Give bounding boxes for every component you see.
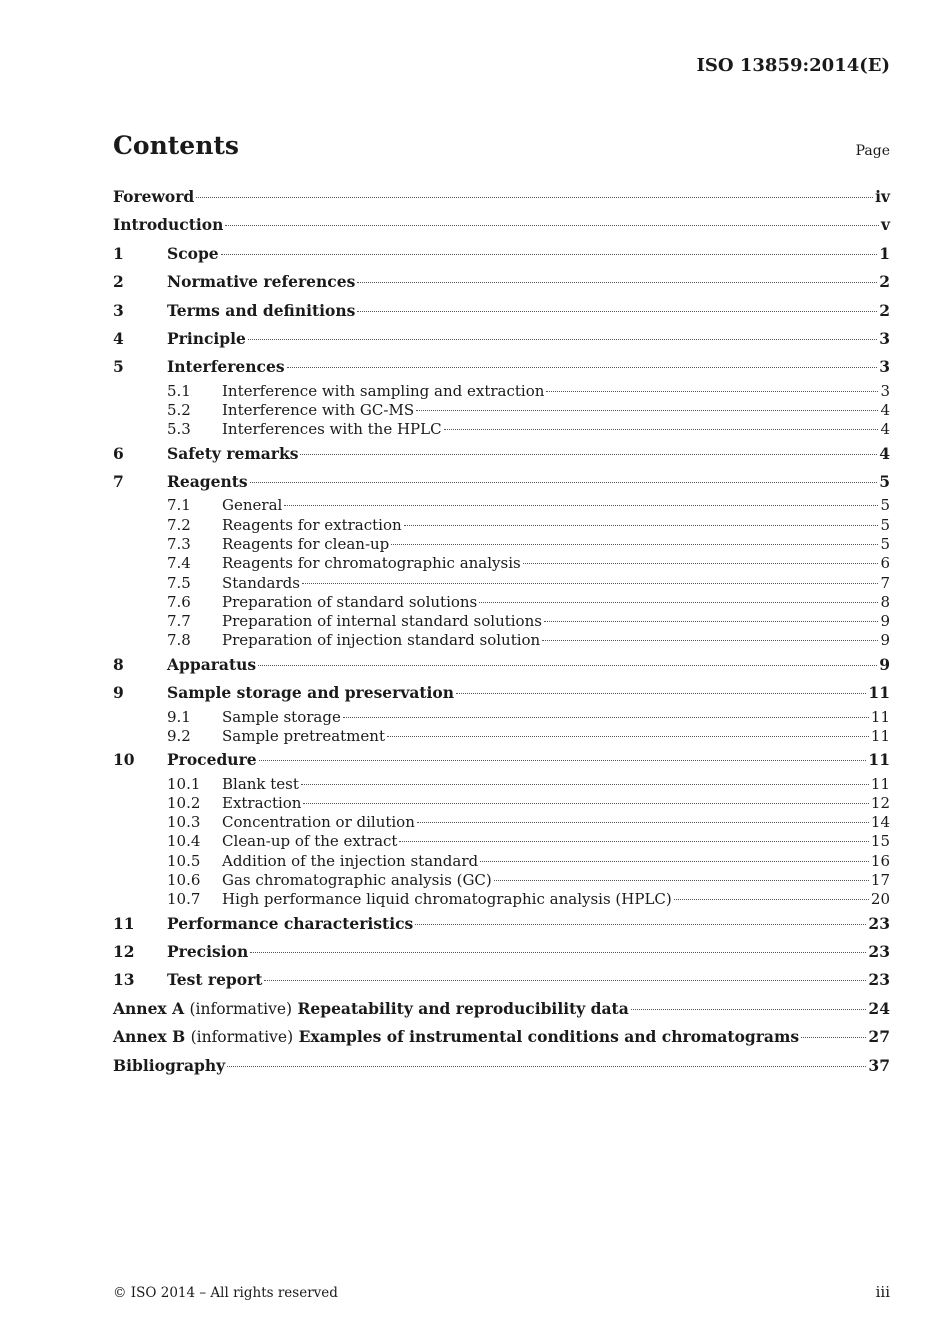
toc-entry-page: 6: [880, 554, 890, 573]
toc-entry-page: 23: [868, 970, 890, 990]
toc-entry-title: Test report: [167, 970, 263, 990]
toc-entry-number: 10.4: [167, 832, 201, 851]
dot-leader: [300, 454, 877, 455]
toc-entry[interactable]: [113, 554, 890, 573]
toc-entry-number: 10.5: [167, 851, 201, 870]
dot-leader: [479, 602, 878, 603]
document-id: ISO 13859:2014(E): [696, 55, 890, 76]
toc-entry[interactable]: [113, 1023, 890, 1051]
toc-entry-title: Interference with sampling and extraction: [222, 381, 545, 400]
toc-entry[interactable]: [113, 516, 890, 535]
toc-entry-number: 9.1: [167, 707, 191, 726]
toc-entry-page: v: [880, 215, 890, 235]
toc-entry-title: Foreword: [113, 187, 195, 206]
dot-leader: [399, 841, 868, 842]
dot-leader: [248, 339, 877, 340]
toc-entry-title: Bibliography: [113, 1055, 226, 1075]
toc-entry-title: Reagents for clean-up: [222, 535, 390, 553]
toc-entry-number: 6: [113, 443, 124, 463]
toc-entry-number: 7: [113, 472, 124, 492]
toc-entry-page: 11: [868, 683, 890, 703]
toc-entry-title: Apparatus: [167, 654, 257, 674]
toc-entry[interactable]: [113, 679, 890, 707]
toc-entry-number: 1: [113, 243, 124, 263]
toc-entry[interactable]: [113, 440, 890, 468]
dot-leader: [301, 784, 869, 785]
toc-entry-number: 9: [113, 683, 124, 703]
dot-leader: [264, 980, 866, 981]
toc-entry-page: 11: [870, 726, 890, 745]
toc-entry-title: Concentration or dilution: [222, 813, 415, 832]
toc-entry[interactable]: [113, 353, 890, 381]
toc-entry-number: 5: [113, 357, 124, 377]
toc-entry[interactable]: [113, 775, 890, 794]
toc-entry-page: 20: [870, 890, 890, 909]
toc-entry-number: 4: [113, 328, 124, 348]
toc-entry-title: Introduction: [113, 215, 224, 235]
dot-leader: [546, 391, 878, 392]
dot-leader: [480, 861, 869, 862]
toc-entry[interactable]: [113, 813, 890, 832]
toc-entry-page: 7: [880, 573, 890, 592]
toc-entry-page: 16: [870, 851, 890, 870]
toc-entry-title: Standards: [222, 573, 300, 592]
dot-leader: [631, 1009, 867, 1010]
dot-leader: [284, 505, 878, 506]
dot-leader: [250, 482, 878, 483]
toc-entry-page: 5: [880, 515, 890, 534]
toc-entry[interactable]: [113, 211, 890, 239]
toc-entry[interactable]: [113, 420, 890, 439]
toc-entry-title: Sample pretreatment: [222, 726, 385, 745]
dot-leader: [544, 621, 879, 622]
dot-leader: [387, 736, 869, 737]
dot-leader: [303, 803, 868, 804]
toc-entry[interactable]: [113, 240, 890, 268]
toc-entry-number: 8: [113, 654, 124, 674]
dot-leader: [259, 760, 867, 761]
toc-entry[interactable]: [113, 535, 890, 554]
toc-entry-page: 37: [868, 1055, 890, 1075]
toc-entry-number: 5.1: [167, 381, 191, 400]
toc-entry-number: 10.7: [167, 890, 201, 909]
toc-entry-page: 1: [879, 243, 890, 263]
toc-entry-page: 4: [880, 420, 890, 439]
toc-entry-page: 9: [880, 612, 890, 631]
dot-leader: [196, 197, 873, 198]
toc-entry-page: 27: [868, 1027, 890, 1047]
toc-entry-page: 23: [868, 942, 890, 962]
toc-entry[interactable]: [113, 297, 890, 325]
toc-entry-title: Preparation of standard solutions: [222, 592, 478, 611]
toc-entry-page: 14: [870, 813, 890, 832]
toc-entry-title: Preparation of injection standard solution: [222, 631, 541, 650]
dot-leader: [250, 952, 866, 953]
toc-entry-title: Scope: [167, 243, 219, 263]
toc-entry-title: [113, 995, 629, 1023]
toc-entry-title: Preparation of internal standard solutions: [222, 612, 542, 631]
toc-entry-number: 7.4: [167, 554, 191, 573]
toc-entry-page: iv: [875, 187, 890, 206]
dot-leader: [542, 640, 878, 641]
toc-entry-number: 2: [113, 272, 124, 292]
toc-entry-page: 3: [879, 357, 890, 377]
toc-entry[interactable]: [113, 794, 890, 813]
toc-entry-page: 23: [868, 913, 890, 933]
toc-entry-page: 9: [880, 631, 890, 650]
toc-entry-title: Gas chromatographic analysis (GC): [222, 871, 492, 890]
page-column-label: Page: [855, 143, 890, 159]
toc-entry-title: Interference with GC-MS: [222, 401, 415, 420]
toc-entry-page: 24: [868, 998, 890, 1018]
footer-page-number: iii: [875, 1283, 890, 1301]
toc-entry[interactable]: [113, 593, 890, 612]
toc-entry-title: Terms and definitions: [167, 300, 356, 320]
dot-leader: [456, 693, 866, 694]
toc-entry-number: 7.8: [167, 631, 191, 650]
toc-entry-title: Reagents for chromatographic analysis: [222, 554, 521, 573]
dot-leader: [801, 1037, 866, 1038]
dot-leader: [225, 225, 879, 226]
toc-entry-page: 5: [880, 496, 890, 515]
toc-entry-title: Interferences with the HPLC: [222, 420, 442, 439]
toc-entry-title: Reagents for extraction: [222, 515, 402, 534]
toc-entry[interactable]: [113, 910, 890, 938]
toc-entry-page: 11: [868, 750, 890, 770]
annex-note: (informative): [189, 999, 293, 1018]
toc-entry[interactable]: [113, 746, 890, 774]
table-of-contents: [113, 183, 890, 1080]
toc-entry-title: Clean-up of the extract: [222, 832, 398, 851]
toc-entry-number: 7.2: [167, 515, 191, 534]
toc-entry[interactable]: [113, 727, 890, 746]
toc-entry-page: 9: [879, 654, 890, 674]
toc-entry-number: 10: [113, 750, 135, 770]
toc-entry-page: 8: [880, 592, 890, 611]
toc-entry[interactable]: [113, 268, 890, 296]
toc-entry[interactable]: [113, 651, 890, 679]
toc-entry-title: Extraction: [222, 793, 302, 812]
toc-entry[interactable]: [113, 612, 890, 631]
dot-leader: [343, 717, 869, 718]
dot-leader: [357, 311, 877, 312]
dot-leader: [416, 410, 878, 411]
toc-entry-number: 10.1: [167, 774, 201, 793]
toc-entry-title: Interferences: [167, 357, 285, 377]
toc-entry[interactable]: [113, 938, 890, 966]
toc-entry[interactable]: [113, 183, 890, 211]
annex-title: Examples of instrumental conditions and chromatograms: [298, 1027, 800, 1047]
dot-leader: [221, 254, 878, 255]
dot-leader: [444, 429, 879, 430]
toc-entry-number: 7.3: [167, 535, 191, 553]
toc-entry[interactable]: [113, 708, 890, 727]
dot-leader: [674, 899, 869, 900]
dot-leader: [227, 1066, 866, 1067]
annex-label: Annex B: [113, 1027, 186, 1047]
toc-entry-title: Procedure: [167, 750, 257, 770]
dot-leader: [357, 282, 877, 283]
toc-entry[interactable]: [113, 574, 890, 593]
dot-leader: [415, 924, 866, 925]
toc-entry-page: 2: [879, 272, 890, 292]
toc-entry[interactable]: [113, 496, 890, 515]
toc-entry-page: 15: [870, 832, 890, 851]
toc-entry-title: Safety remarks: [167, 443, 299, 463]
toc-entry[interactable]: [113, 890, 890, 909]
toc-entry-title: Sample storage and preservation: [167, 683, 455, 703]
contents-title: Contents: [113, 131, 240, 160]
toc-entry-title: Sample storage: [222, 707, 341, 726]
toc-entry-title: Normative references: [167, 272, 356, 292]
toc-entry[interactable]: [113, 871, 890, 890]
dot-leader: [417, 822, 869, 823]
dot-leader: [391, 544, 878, 545]
toc-entry[interactable]: [113, 631, 890, 650]
toc-entry-number: 10.2: [167, 793, 201, 812]
toc-entry[interactable]: [113, 852, 890, 871]
toc-entry-number: 3: [113, 300, 124, 320]
toc-entry-number: 9.2: [167, 726, 191, 745]
toc-entry-title: Reagents: [167, 472, 248, 492]
toc-entry-number: 12: [113, 942, 135, 962]
toc-entry-number: 13: [113, 970, 135, 990]
toc-entry-title: General: [222, 496, 283, 515]
annex-title: Repeatability and reproducibility data: [297, 998, 629, 1018]
toc-entry-title: Blank test: [222, 774, 299, 793]
toc-entry[interactable]: [113, 468, 890, 496]
toc-entry-number: 5.2: [167, 401, 191, 420]
toc-entry-page: 5: [879, 472, 890, 492]
toc-entry[interactable]: [113, 966, 890, 994]
toc-entry-number: 10.3: [167, 813, 201, 832]
toc-entry-title: Performance characteristics: [167, 913, 414, 933]
toc-entry[interactable]: [113, 1052, 890, 1080]
toc-entry-number: 7.6: [167, 592, 191, 611]
toc-entry[interactable]: [113, 832, 890, 851]
toc-entry-number: 7.7: [167, 612, 191, 631]
toc-entry-page: 4: [880, 401, 890, 420]
dot-leader: [302, 583, 879, 584]
toc-entry-title: Precision: [167, 942, 249, 962]
toc-entry-page: 12: [870, 793, 890, 812]
toc-entry[interactable]: [113, 382, 890, 401]
toc-entry-page: 5: [880, 535, 890, 553]
toc-entry-number: 7.1: [167, 496, 191, 515]
dot-leader: [287, 367, 878, 368]
dot-leader: [258, 665, 877, 666]
toc-entry-title: Principle: [167, 328, 246, 348]
toc-entry[interactable]: [113, 401, 890, 420]
dot-leader: [494, 880, 869, 881]
toc-entry-number: 5.3: [167, 420, 191, 439]
annex-label: Annex A: [113, 998, 185, 1018]
annex-note: (informative): [190, 1028, 294, 1047]
toc-entry[interactable]: [113, 325, 890, 353]
toc-entry-title: [113, 1023, 799, 1051]
toc-entry-number: 7.5: [167, 573, 191, 592]
toc-entry-page: 17: [870, 871, 890, 890]
toc-entry-number: 11: [113, 913, 135, 933]
toc-entry-number: 10.6: [167, 871, 201, 890]
toc-entry-page: 3: [879, 328, 890, 348]
toc-entry-title: High performance liquid chromatographic analysis (HPLC): [222, 890, 672, 909]
dot-leader: [404, 525, 879, 526]
toc-entry-page: 3: [880, 381, 890, 400]
toc-entry-title: Addition of the injection standard: [222, 851, 479, 870]
toc-entry-page: 4: [879, 443, 890, 463]
toc-entry-page: 11: [870, 774, 890, 793]
toc-entry-page: 11: [870, 707, 890, 726]
dot-leader: [523, 563, 879, 564]
toc-entry[interactable]: [113, 995, 890, 1023]
footer-copyright: © ISO 2014 – All rights reserved: [113, 1285, 338, 1301]
toc-entry-page: 2: [879, 300, 890, 320]
